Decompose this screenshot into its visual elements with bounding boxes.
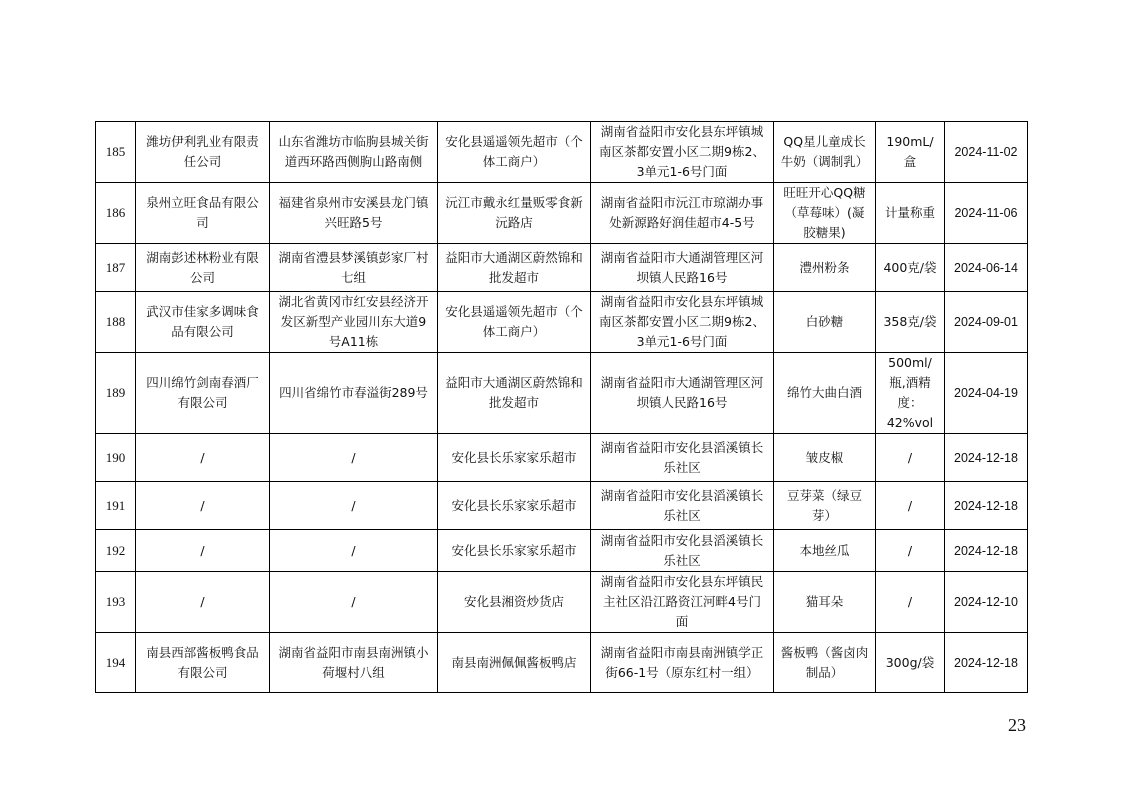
table-row	[96, 122, 1028, 183]
table-row	[96, 353, 1028, 434]
manufacturer-cell: /	[136, 572, 270, 633]
specification-cell: 358克/袋	[876, 292, 945, 353]
specification-cell: /	[876, 572, 945, 633]
manufacturer-address-cell: /	[270, 530, 438, 572]
seq-cell: 192	[96, 530, 136, 572]
table-row	[96, 530, 1028, 572]
specification-cell: 400克/袋	[876, 244, 945, 292]
table-body	[96, 122, 1028, 693]
product-name-cell: 本地丝瓜	[774, 530, 876, 572]
specification-cell: 500ml/瓶,酒精度：42%vol	[876, 353, 945, 434]
seller-address-cell: 湖南省益阳市安化县东坪镇城南区茶都安置小区二期9栋2、3单元1-6号门面	[591, 122, 774, 183]
seller-address-cell: 湖南省益阳市沅江市琼湖办事处新源路好润佳超市4-5号	[591, 183, 774, 244]
specification-cell: 300g/袋	[876, 633, 945, 693]
manufacturer-address-cell: 湖北省黄冈市红安县经济开发区新型产业园川东大道9号A11栋	[270, 292, 438, 353]
sampling-results-table	[95, 121, 1028, 693]
product-name-cell: 猫耳朵	[774, 572, 876, 633]
seller-cell: 安化县遥遥领先超市（个体工商户）	[438, 292, 591, 353]
seq-cell: 193	[96, 572, 136, 633]
production-date-cell: 2024-11-02	[945, 122, 1028, 183]
production-date-cell: 2024-12-18	[945, 434, 1028, 482]
page-number: 23	[1008, 715, 1026, 735]
table-row	[96, 434, 1028, 482]
seq-cell: 191	[96, 482, 136, 530]
production-date-cell: 2024-06-14	[945, 244, 1028, 292]
seller-cell: 益阳市大通湖区蔚然锦和批发超市	[438, 353, 591, 434]
manufacturer-address-cell: /	[270, 572, 438, 633]
seller-cell: 安化县长乐家家乐超市	[438, 434, 591, 482]
product-name-cell: 白砂糖	[774, 292, 876, 353]
seller-address-cell: 湖南省益阳市安化县滔溪镇长乐社区	[591, 434, 774, 482]
seq-cell: 190	[96, 434, 136, 482]
manufacturer-cell: 泉州立旺食品有限公司	[136, 183, 270, 244]
manufacturer-address-cell: 四川省绵竹市春溢街289号	[270, 353, 438, 434]
table-row	[96, 633, 1028, 693]
manufacturer-cell: 南县西部酱板鸭食品有限公司	[136, 633, 270, 693]
manufacturer-address-cell: 山东省潍坊市临朐县城关街道西环路西侧朐山路南侧	[270, 122, 438, 183]
table-row	[96, 292, 1028, 353]
seq-cell: 187	[96, 244, 136, 292]
product-name-cell: 澧州粉条	[774, 244, 876, 292]
seller-cell: 安化县遥遥领先超市（个体工商户）	[438, 122, 591, 183]
seq-cell: 185	[96, 122, 136, 183]
product-name-cell: 豆芽菜（绿豆芽）	[774, 482, 876, 530]
seller-cell: 安化县长乐家家乐超市	[438, 530, 591, 572]
seller-cell: 安化县长乐家家乐超市	[438, 482, 591, 530]
seq-cell: 189	[96, 353, 136, 434]
manufacturer-cell: /	[136, 482, 270, 530]
product-name-cell: QQ星儿童成长牛奶（调制乳）	[774, 122, 876, 183]
seller-address-cell: 湖南省益阳市安化县滔溪镇长乐社区	[591, 530, 774, 572]
production-date-cell: 2024-09-01	[945, 292, 1028, 353]
seller-cell: 南县南洲佩佩酱板鸭店	[438, 633, 591, 693]
seller-cell: 益阳市大通湖区蔚然锦和批发超市	[438, 244, 591, 292]
seller-cell: 沅江市戴永红量贩零食新沅路店	[438, 183, 591, 244]
table-row	[96, 183, 1028, 244]
specification-cell: /	[876, 482, 945, 530]
production-date-cell: 2024-12-18	[945, 633, 1028, 693]
table-row	[96, 244, 1028, 292]
manufacturer-cell: /	[136, 434, 270, 482]
manufacturer-cell: /	[136, 530, 270, 572]
manufacturer-address-cell: /	[270, 482, 438, 530]
manufacturer-address-cell: 湖南省益阳市南县南洲镇小荷堰村八组	[270, 633, 438, 693]
specification-cell: 计量称重	[876, 183, 945, 244]
seller-address-cell: 湖南省益阳市南县南洲镇学正街66-1号（原东红村一组）	[591, 633, 774, 693]
manufacturer-cell: 四川绵竹剑南春酒厂有限公司	[136, 353, 270, 434]
production-date-cell: 2024-12-18	[945, 482, 1028, 530]
specification-cell: /	[876, 434, 945, 482]
seller-address-cell: 湖南省益阳市安化县滔溪镇长乐社区	[591, 482, 774, 530]
production-date-cell: 2024-12-10	[945, 572, 1028, 633]
seller-address-cell: 湖南省益阳市安化县东坪镇民主社区沿江路资江河畔4号门面	[591, 572, 774, 633]
specification-cell: /	[876, 530, 945, 572]
product-name-cell: 绵竹大曲白酒	[774, 353, 876, 434]
production-date-cell: 2024-12-18	[945, 530, 1028, 572]
seller-address-cell: 湖南省益阳市大通湖管理区河坝镇人民路16号	[591, 353, 774, 434]
product-name-cell: 酱板鸭（酱卤肉制品）	[774, 633, 876, 693]
manufacturer-cell: 湖南彭述林粉业有限公司	[136, 244, 270, 292]
seller-address-cell: 湖南省益阳市大通湖管理区河坝镇人民路16号	[591, 244, 774, 292]
specification-cell: 190mL/盒	[876, 122, 945, 183]
manufacturer-address-cell: 福建省泉州市安溪县龙门镇兴旺路5号	[270, 183, 438, 244]
production-date-cell: 2024-11-06	[945, 183, 1028, 244]
seller-address-cell: 湖南省益阳市安化县东坪镇城南区茶都安置小区二期9栋2、3单元1-6号门面	[591, 292, 774, 353]
manufacturer-address-cell: 湖南省澧县梦溪镇彭家厂村七组	[270, 244, 438, 292]
product-name-cell: 旺旺开心QQ糖（草莓味）(凝胶糖果)	[774, 183, 876, 244]
seq-cell: 188	[96, 292, 136, 353]
manufacturer-address-cell: /	[270, 434, 438, 482]
seq-cell: 186	[96, 183, 136, 244]
table-row	[96, 572, 1028, 633]
manufacturer-cell: 武汉市佳家多调味食品有限公司	[136, 292, 270, 353]
product-name-cell: 皱皮椒	[774, 434, 876, 482]
seller-cell: 安化县湘资炒货店	[438, 572, 591, 633]
seq-cell: 194	[96, 633, 136, 693]
manufacturer-cell: 潍坊伊利乳业有限责任公司	[136, 122, 270, 183]
production-date-cell: 2024-04-19	[945, 353, 1028, 434]
table-row	[96, 482, 1028, 530]
